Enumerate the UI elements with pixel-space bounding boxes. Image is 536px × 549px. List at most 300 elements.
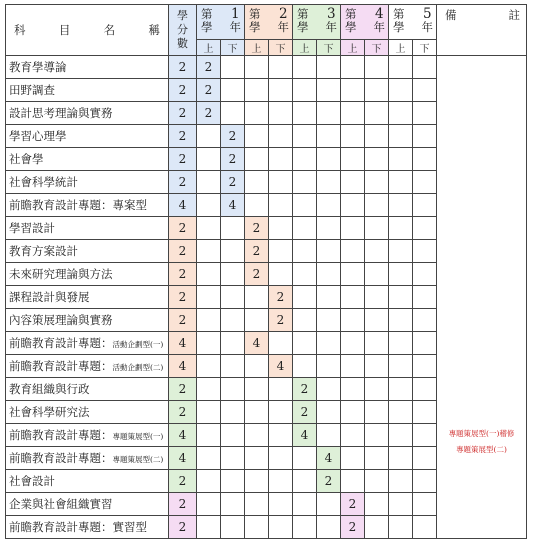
semester-empty-cell [293, 194, 317, 217]
semester-empty-cell [221, 424, 245, 447]
semester-empty-cell [341, 56, 365, 79]
semester-empty-cell [341, 286, 365, 309]
semester-empty-cell [413, 355, 437, 378]
course-name-text: 學習設計 [9, 221, 55, 235]
semester-empty-cell [413, 171, 437, 194]
course-credits: 4 [169, 332, 197, 355]
semester-empty-cell [293, 125, 317, 148]
subject-name-char: 科 [14, 23, 26, 37]
semester-empty-cell [293, 79, 317, 102]
semester-empty-cell [413, 470, 437, 493]
semester-empty-cell [317, 378, 341, 401]
year-number: 3 [326, 6, 336, 22]
semester-empty-cell [269, 263, 293, 286]
semester-empty-cell [365, 263, 389, 286]
semester-empty-cell [269, 424, 293, 447]
curriculum-sheet [5, 4, 527, 539]
semester-empty-cell [317, 263, 341, 286]
course-name-text: 社會科學統計 [9, 175, 78, 189]
semester-empty-cell [413, 148, 437, 171]
semester-empty-cell [389, 493, 413, 516]
semester-credits-cell: 2 [341, 516, 365, 539]
year-word: 第 [345, 7, 357, 21]
semester-credits-cell: 2 [317, 470, 341, 493]
semester-empty-cell [389, 56, 413, 79]
course-name-text: 課程設計與發展 [9, 290, 90, 304]
year-word: 年 [229, 20, 241, 34]
semester-empty-cell [293, 148, 317, 171]
semester-empty-cell [317, 217, 341, 240]
course-name [6, 217, 169, 240]
semester-lower: 下 [221, 40, 245, 56]
semester-empty-cell [413, 447, 437, 470]
semester-empty-cell [341, 424, 365, 447]
semester-empty-cell [269, 332, 293, 355]
course-name-text: 社會科學研究法 [9, 405, 90, 419]
semester-empty-cell [365, 102, 389, 125]
semester-empty-cell [221, 286, 245, 309]
semester-empty-cell [389, 125, 413, 148]
semester-credits-cell: 2 [293, 401, 317, 424]
semester-empty-cell [413, 125, 437, 148]
semester-empty-cell [389, 286, 413, 309]
semester-empty-cell [197, 516, 221, 539]
semester-empty-cell [365, 447, 389, 470]
curriculum-table [5, 4, 527, 539]
semester-empty-cell [389, 171, 413, 194]
year-word: 第 [297, 7, 309, 21]
semester-empty-cell [245, 79, 269, 102]
semester-empty-cell [341, 240, 365, 263]
semester-empty-cell [413, 516, 437, 539]
semester-empty-cell [389, 447, 413, 470]
semester-empty-cell [197, 240, 221, 263]
course-name-text: 社會設計 [9, 474, 55, 488]
semester-upper: 上 [245, 40, 269, 56]
course-name-text: 前瞻教育設計專題：實習型 [9, 520, 147, 534]
semester-empty-cell [197, 470, 221, 493]
semester-empty-cell [245, 355, 269, 378]
semester-empty-cell [293, 355, 317, 378]
semester-credits-cell: 2 [293, 378, 317, 401]
semester-empty-cell [269, 378, 293, 401]
course-credits: 2 [169, 125, 197, 148]
semester-lower: 下 [365, 40, 389, 56]
year-word: 年 [373, 20, 385, 34]
semester-empty-cell [197, 125, 221, 148]
course-subtype: 活動企劃型(二) [112, 363, 164, 372]
course-name [6, 401, 169, 424]
notes-column [437, 56, 527, 539]
semester-empty-cell [293, 217, 317, 240]
semester-credits-cell: 2 [245, 263, 269, 286]
semester-empty-cell [317, 56, 341, 79]
course-credits: 2 [169, 286, 197, 309]
semester-empty-cell [413, 217, 437, 240]
semester-empty-cell [413, 263, 437, 286]
semester-credits-cell: 4 [269, 355, 293, 378]
semester-empty-cell [293, 56, 317, 79]
semester-empty-cell [221, 470, 245, 493]
course-name [6, 171, 169, 194]
credits-char: 數 [177, 37, 188, 50]
semester-empty-cell [221, 217, 245, 240]
course-name [6, 240, 169, 263]
semester-empty-cell [389, 470, 413, 493]
semester-empty-cell [269, 516, 293, 539]
semester-empty-cell [293, 332, 317, 355]
course-credits: 2 [169, 263, 197, 286]
semester-upper: 上 [389, 40, 413, 56]
semester-empty-cell [365, 401, 389, 424]
semester-empty-cell [389, 194, 413, 217]
semester-empty-cell [413, 79, 437, 102]
semester-empty-cell [197, 401, 221, 424]
semester-empty-cell [413, 493, 437, 516]
semester-empty-cell [341, 378, 365, 401]
semester-empty-cell [341, 332, 365, 355]
semester-empty-cell [293, 493, 317, 516]
semester-empty-cell [197, 332, 221, 355]
course-credits: 2 [169, 493, 197, 516]
semester-empty-cell [221, 378, 245, 401]
semester-empty-cell [221, 355, 245, 378]
semester-empty-cell [413, 309, 437, 332]
course-name [6, 263, 169, 286]
semester-upper: 上 [197, 40, 221, 56]
semester-empty-cell [413, 56, 437, 79]
semester-empty-cell [413, 240, 437, 263]
semester-empty-cell [317, 125, 341, 148]
semester-empty-cell [365, 125, 389, 148]
semester-empty-cell [245, 194, 269, 217]
semester-empty-cell [221, 401, 245, 424]
year-word: 學 [345, 20, 357, 34]
semester-empty-cell [365, 493, 389, 516]
semester-empty-cell [341, 125, 365, 148]
semester-empty-cell [197, 355, 221, 378]
semester-empty-cell [269, 240, 293, 263]
course-name-text: 社會學 [9, 152, 44, 166]
semester-credits-cell: 2 [197, 56, 221, 79]
semester-empty-cell [341, 263, 365, 286]
semester-empty-cell [413, 102, 437, 125]
course-name [6, 79, 169, 102]
semester-empty-cell [269, 194, 293, 217]
course-name [6, 56, 169, 79]
course-name-text: 教育學導論 [9, 60, 67, 74]
semester-empty-cell [365, 148, 389, 171]
semester-empty-cell [221, 79, 245, 102]
course-name [6, 148, 169, 171]
subject-name-char: 名 [103, 23, 116, 37]
semester-empty-cell [221, 240, 245, 263]
semester-credits-cell: 4 [221, 194, 245, 217]
course-name [6, 309, 169, 332]
semester-empty-cell [221, 263, 245, 286]
semester-empty-cell [389, 378, 413, 401]
semester-empty-cell [317, 240, 341, 263]
semester-credits-cell: 4 [317, 447, 341, 470]
semester-empty-cell [365, 194, 389, 217]
semester-empty-cell [293, 263, 317, 286]
semester-empty-cell [221, 309, 245, 332]
semester-empty-cell [221, 516, 245, 539]
course-name [6, 516, 169, 539]
semester-empty-cell [389, 516, 413, 539]
year-word: 學 [249, 20, 261, 34]
semester-empty-cell [341, 79, 365, 102]
semester-credits-cell: 4 [245, 332, 269, 355]
semester-empty-cell [341, 401, 365, 424]
semester-empty-cell [197, 378, 221, 401]
semester-lower: 下 [269, 40, 293, 56]
semester-empty-cell [197, 194, 221, 217]
semester-empty-cell [317, 171, 341, 194]
semester-empty-cell [317, 309, 341, 332]
semester-credits-cell: 2 [245, 217, 269, 240]
course-credits: 2 [169, 171, 197, 194]
semester-empty-cell [245, 171, 269, 194]
semester-empty-cell [413, 378, 437, 401]
semester-empty-cell [245, 493, 269, 516]
year-number: 5 [422, 6, 432, 22]
year-word: 年 [325, 20, 337, 34]
semester-empty-cell [341, 148, 365, 171]
year-5-header [389, 5, 437, 40]
semester-empty-cell [365, 516, 389, 539]
semester-empty-cell [245, 102, 269, 125]
semester-empty-cell [341, 171, 365, 194]
course-name-text: 教育組織與行政 [9, 382, 90, 396]
semester-empty-cell [221, 102, 245, 125]
semester-empty-cell [269, 79, 293, 102]
semester-credits-cell: 2 [221, 171, 245, 194]
subject-name-header [6, 5, 169, 56]
semester-credits-cell: 2 [269, 309, 293, 332]
semester-empty-cell [317, 424, 341, 447]
semester-empty-cell [293, 470, 317, 493]
course-name-text: 前瞻教育設計專題： [9, 451, 113, 465]
semester-empty-cell [197, 263, 221, 286]
semester-empty-cell [389, 102, 413, 125]
semester-empty-cell [317, 148, 341, 171]
semester-credits-cell: 2 [269, 286, 293, 309]
semester-empty-cell [245, 125, 269, 148]
semester-empty-cell [245, 516, 269, 539]
year-word: 學 [393, 20, 405, 34]
semester-credits-cell: 2 [245, 240, 269, 263]
year-word: 第 [249, 7, 261, 21]
year-word: 年 [277, 20, 289, 34]
semester-empty-cell [197, 217, 221, 240]
semester-empty-cell [341, 194, 365, 217]
semester-empty-cell [389, 332, 413, 355]
semester-empty-cell [317, 516, 341, 539]
year-1-header [197, 5, 245, 40]
semester-credits-cell: 2 [197, 79, 221, 102]
year-number: 4 [374, 6, 384, 22]
semester-empty-cell [317, 194, 341, 217]
year-word: 學 [297, 20, 309, 34]
semester-empty-cell [269, 401, 293, 424]
course-name [6, 378, 169, 401]
semester-empty-cell [317, 355, 341, 378]
semester-empty-cell [389, 263, 413, 286]
course-subtype: 專題策展型(一) [112, 432, 164, 441]
semester-empty-cell [245, 286, 269, 309]
notes-char: 備 [445, 8, 457, 22]
course-credits: 4 [169, 355, 197, 378]
course-name-text: 學習心理學 [9, 129, 67, 143]
semester-empty-cell [365, 286, 389, 309]
year-word: 第 [201, 7, 213, 21]
course-credits: 4 [169, 447, 197, 470]
course-name-text: 設計思考理論與實務 [9, 106, 113, 120]
year-number: 2 [278, 6, 288, 22]
course-credits: 2 [169, 148, 197, 171]
course-name-text: 前瞻教育設計專題： [9, 428, 113, 442]
course-credits: 2 [169, 217, 197, 240]
course-credits: 2 [169, 56, 197, 79]
semester-upper: 上 [341, 40, 365, 56]
course-name [6, 194, 169, 217]
semester-empty-cell [317, 401, 341, 424]
course-name [6, 470, 169, 493]
semester-empty-cell [269, 217, 293, 240]
credits-char: 學 [177, 9, 188, 22]
semester-empty-cell [221, 447, 245, 470]
semester-empty-cell [197, 424, 221, 447]
year-word: 年 [421, 20, 433, 34]
semester-empty-cell [245, 401, 269, 424]
semester-empty-cell [389, 240, 413, 263]
semester-empty-cell [293, 240, 317, 263]
course-name [6, 102, 169, 125]
note-line: 專題策展型(一)稽修 [448, 429, 515, 438]
course-name [6, 447, 169, 470]
semester-empty-cell [317, 332, 341, 355]
semester-empty-cell [221, 332, 245, 355]
semester-empty-cell [245, 378, 269, 401]
semester-empty-cell [293, 309, 317, 332]
semester-empty-cell [293, 447, 317, 470]
semester-empty-cell [269, 447, 293, 470]
notes-header [437, 5, 527, 56]
course-credits: 2 [169, 516, 197, 539]
semester-empty-cell [317, 493, 341, 516]
semester-empty-cell [365, 424, 389, 447]
semester-empty-cell [269, 171, 293, 194]
course-credits: 2 [169, 401, 197, 424]
course-credits: 2 [169, 79, 197, 102]
semester-empty-cell [245, 470, 269, 493]
header-row [6, 5, 527, 40]
course-credits: 2 [169, 240, 197, 263]
semester-empty-cell [365, 470, 389, 493]
year-word: 學 [201, 20, 213, 34]
semester-empty-cell [221, 56, 245, 79]
course-name [6, 286, 169, 309]
semester-empty-cell [365, 79, 389, 102]
semester-empty-cell [413, 424, 437, 447]
semester-empty-cell [389, 148, 413, 171]
semester-empty-cell [341, 217, 365, 240]
course-row [6, 56, 527, 79]
semester-empty-cell [365, 171, 389, 194]
course-name-text: 前瞻教育設計專題： [9, 336, 113, 350]
course-name [6, 424, 169, 447]
semester-empty-cell [269, 470, 293, 493]
semester-lower: 下 [413, 40, 437, 56]
semester-empty-cell [365, 355, 389, 378]
semester-empty-cell [293, 286, 317, 309]
semester-credits-cell: 4 [293, 424, 317, 447]
course-name-text: 未來研究理論與方法 [9, 267, 113, 281]
semester-empty-cell [413, 401, 437, 424]
semester-empty-cell [245, 424, 269, 447]
note-line: 專題策展型(二) [456, 445, 507, 454]
course-credits: 4 [169, 424, 197, 447]
course-name [6, 332, 169, 355]
semester-empty-cell [365, 217, 389, 240]
semester-empty-cell [389, 424, 413, 447]
course-table-body [6, 56, 527, 539]
semester-credits-cell: 2 [221, 125, 245, 148]
semester-empty-cell [413, 332, 437, 355]
semester-empty-cell [269, 102, 293, 125]
semester-empty-cell [365, 309, 389, 332]
semester-empty-cell [389, 217, 413, 240]
semester-empty-cell [245, 148, 269, 171]
course-credits: 2 [169, 102, 197, 125]
semester-lower: 下 [317, 40, 341, 56]
semester-empty-cell [197, 493, 221, 516]
credits-char: 分 [177, 23, 188, 36]
year-4-header [341, 5, 389, 40]
semester-empty-cell [389, 79, 413, 102]
year-2-header [245, 5, 293, 40]
course-subtype: 活動企劃型(一) [112, 340, 164, 349]
semester-credits-cell: 2 [197, 102, 221, 125]
semester-empty-cell [365, 56, 389, 79]
course-name [6, 493, 169, 516]
semester-empty-cell [197, 286, 221, 309]
course-credits: 2 [169, 378, 197, 401]
semester-empty-cell [269, 56, 293, 79]
course-subtype: 專題策展型(二) [112, 455, 164, 464]
semester-empty-cell [221, 493, 245, 516]
notes-char: 註 [508, 8, 520, 22]
semester-empty-cell [413, 286, 437, 309]
semester-empty-cell [341, 447, 365, 470]
semester-empty-cell [245, 309, 269, 332]
semester-upper: 上 [293, 40, 317, 56]
semester-empty-cell [413, 194, 437, 217]
semester-empty-cell [341, 470, 365, 493]
semester-empty-cell [341, 355, 365, 378]
course-name-text: 教育方案設計 [9, 244, 78, 258]
course-credits: 2 [169, 309, 197, 332]
semester-empty-cell [389, 309, 413, 332]
course-name-text: 企業與社會組織實習 [9, 497, 113, 511]
semester-empty-cell [317, 102, 341, 125]
semester-empty-cell [341, 102, 365, 125]
course-name-text: 前瞻教育設計專題： [9, 359, 113, 373]
semester-empty-cell [293, 171, 317, 194]
course-credits: 2 [169, 470, 197, 493]
semester-empty-cell [293, 102, 317, 125]
